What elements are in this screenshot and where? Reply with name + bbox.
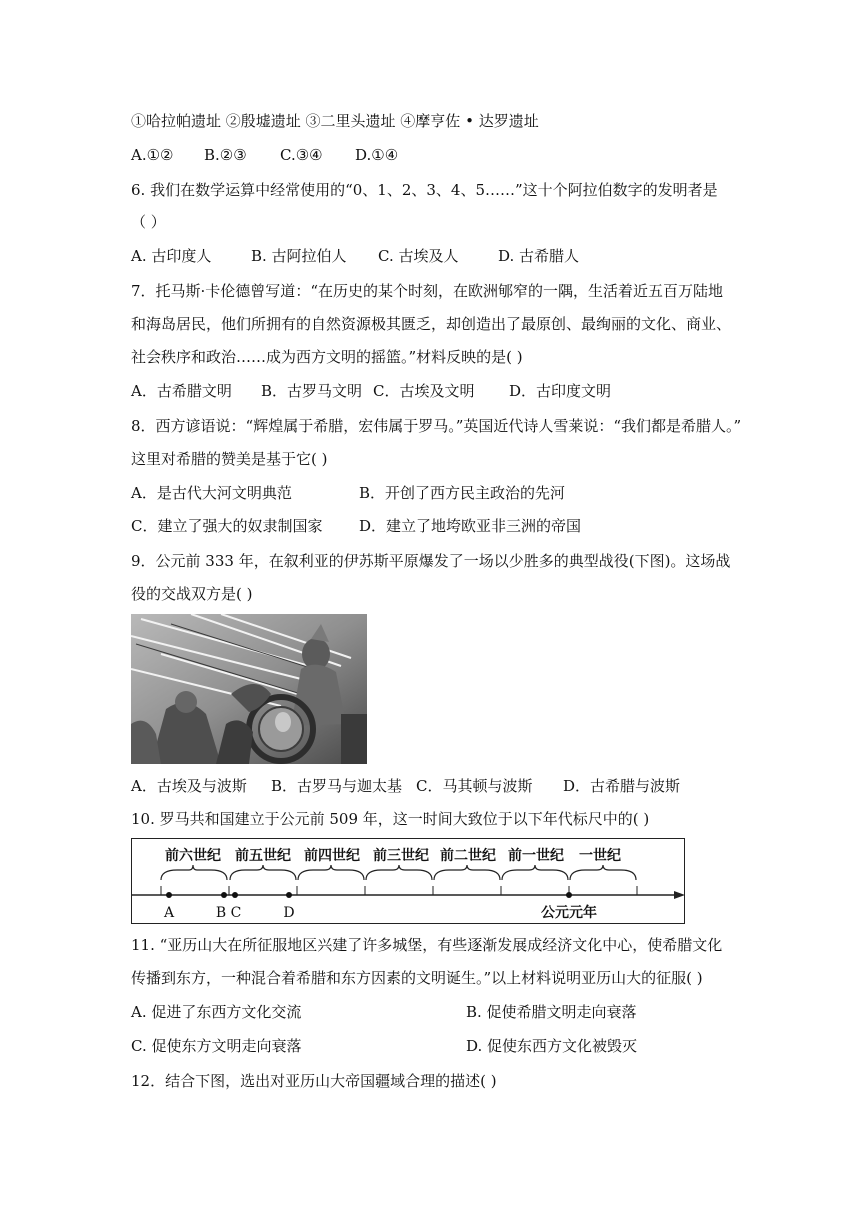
q9-option-a: A．古埃及与波斯 <box>131 777 247 795</box>
q9-option-b: B．古罗马与迦太基 <box>271 777 403 795</box>
q9-stem-1: 9．公元前 333 年，在叙利亚的伊苏斯平原爆发了一场以少胜多的典型战役(下图)。这场战 <box>131 552 731 570</box>
timeline-label-c: C <box>230 905 242 921</box>
q12-stem: 12．结合下图，选出对亚历山大帝国疆域合理的描述( ) <box>131 1072 497 1090</box>
timeline-svg <box>131 838 686 924</box>
q7-stem-3: 社会秩序和政治……成为西方文明的摇篮。”材料反映的是( ) <box>131 348 523 366</box>
q6-stem: 6. 我们在数学运算中经常使用的“0、1、2、3、4、5……”这十个阿拉伯数字的发明者是 <box>131 181 718 199</box>
century-label: 前六世纪 <box>165 848 221 864</box>
century-label: 前一世纪 <box>508 848 564 864</box>
q7-stem-1: 7．托马斯·卡伦德曾写道：“在历史的某个时刻，在欧洲郇窄的一隅，生活着近五百万陆地 <box>131 282 723 300</box>
q8-option-d: D．建立了地垮欧亚非三洲的帝国 <box>359 517 582 535</box>
timeline-label-a: A <box>163 905 175 921</box>
timeline-point-d <box>286 892 292 898</box>
q5-option-b: B.②③ <box>204 146 247 164</box>
timeline-point-b <box>221 892 227 898</box>
q8-stem-1: 8．西方谚语说：“辉煌属于希腊，宏伟属于罗马。”英国近代诗人雪莱说：“我们都是希腊人。” <box>131 417 742 435</box>
q8-stem-2: 这里对希腊的赞美是基于它( ) <box>131 450 328 468</box>
q11-option-d: D. 促使东西方文化被毁灭 <box>466 1037 638 1055</box>
timeline-era-label: 公元元年 <box>541 905 597 921</box>
q7-option-c: C．古埃及文明 <box>373 382 475 400</box>
century-label: 前五世纪 <box>235 848 291 864</box>
q6-option-d: D. 古希腊人 <box>498 247 580 265</box>
timeline-point-a <box>166 892 172 898</box>
q7-option-a: A．古希腊文明 <box>131 382 232 400</box>
q11-stem-2: 传播到东方，一种混合着希腊和东方因素的文明诞生。”以上材料说明亚历山大的征服( ) <box>131 969 703 987</box>
century-label: 前二世纪 <box>440 848 496 864</box>
q7-option-b: B．古罗马文明 <box>261 382 363 400</box>
q6-option-c: C. 古埃及人 <box>378 247 459 265</box>
q7-option-d: D．古印度文明 <box>509 382 612 400</box>
q8-option-c: C．建立了强大的奴隶制国家 <box>131 517 323 535</box>
century-timeline <box>131 838 686 924</box>
q8-option-b: B．开创了西方民主政治的先河 <box>359 484 566 502</box>
q10-stem: 10. 罗马共和国建立于公元前 509 年，这一时间大致位于以下年代标尺中的( ) <box>131 810 650 828</box>
century-label: 前三世纪 <box>373 848 429 864</box>
century-label: 前四世纪 <box>304 848 360 864</box>
q5-items: ①哈拉帕遗址 ②殷墟遗址 ③二里头遗址 ④摩亨佐 • 达罗遗址 <box>131 112 539 130</box>
q11-stem-1: 11. “亚历山大在所征服地区兴建了许多城堡，有些逐渐发展成经济文化中心，使希腊文化 <box>131 936 723 954</box>
q11-option-b: B. 促使希腊文明走向衰落 <box>466 1003 637 1021</box>
century-label: 一世纪 <box>579 848 621 864</box>
q6-bracket: （ ） <box>131 213 166 231</box>
q5-option-c: C.③④ <box>280 146 323 164</box>
q9-stem-2: 役的交战双方是( ) <box>131 585 253 603</box>
q5-option-a: A.①② <box>131 146 174 164</box>
q8-option-a: A．是古代大河文明典范 <box>131 484 292 502</box>
timeline-label-d: D <box>283 905 295 921</box>
q6-option-b: B. 古阿拉伯人 <box>251 247 347 265</box>
timeline-point-c <box>232 892 238 898</box>
q9-option-d: D．古希腊与波斯 <box>563 777 681 795</box>
battle-of-issus-mosaic-image <box>131 614 367 764</box>
q6-option-a: A. 古印度人 <box>131 247 212 265</box>
q11-option-a: A. 促进了东西方文化交流 <box>131 1003 302 1021</box>
q11-option-c: C. 促使东方文明走向衰落 <box>131 1037 302 1055</box>
timeline-label-b: B <box>215 905 227 921</box>
century-braces <box>161 865 636 880</box>
q7-stem-2: 和海岛居民，他们所拥有的自然资源极其匮乏，却创造出了最原创、最绚丽的文化、商业、 <box>131 315 732 333</box>
q9-option-c: C．马其顿与波斯 <box>416 777 533 795</box>
q5-option-d: D.①④ <box>355 146 399 164</box>
timeline-point-era <box>566 892 572 898</box>
